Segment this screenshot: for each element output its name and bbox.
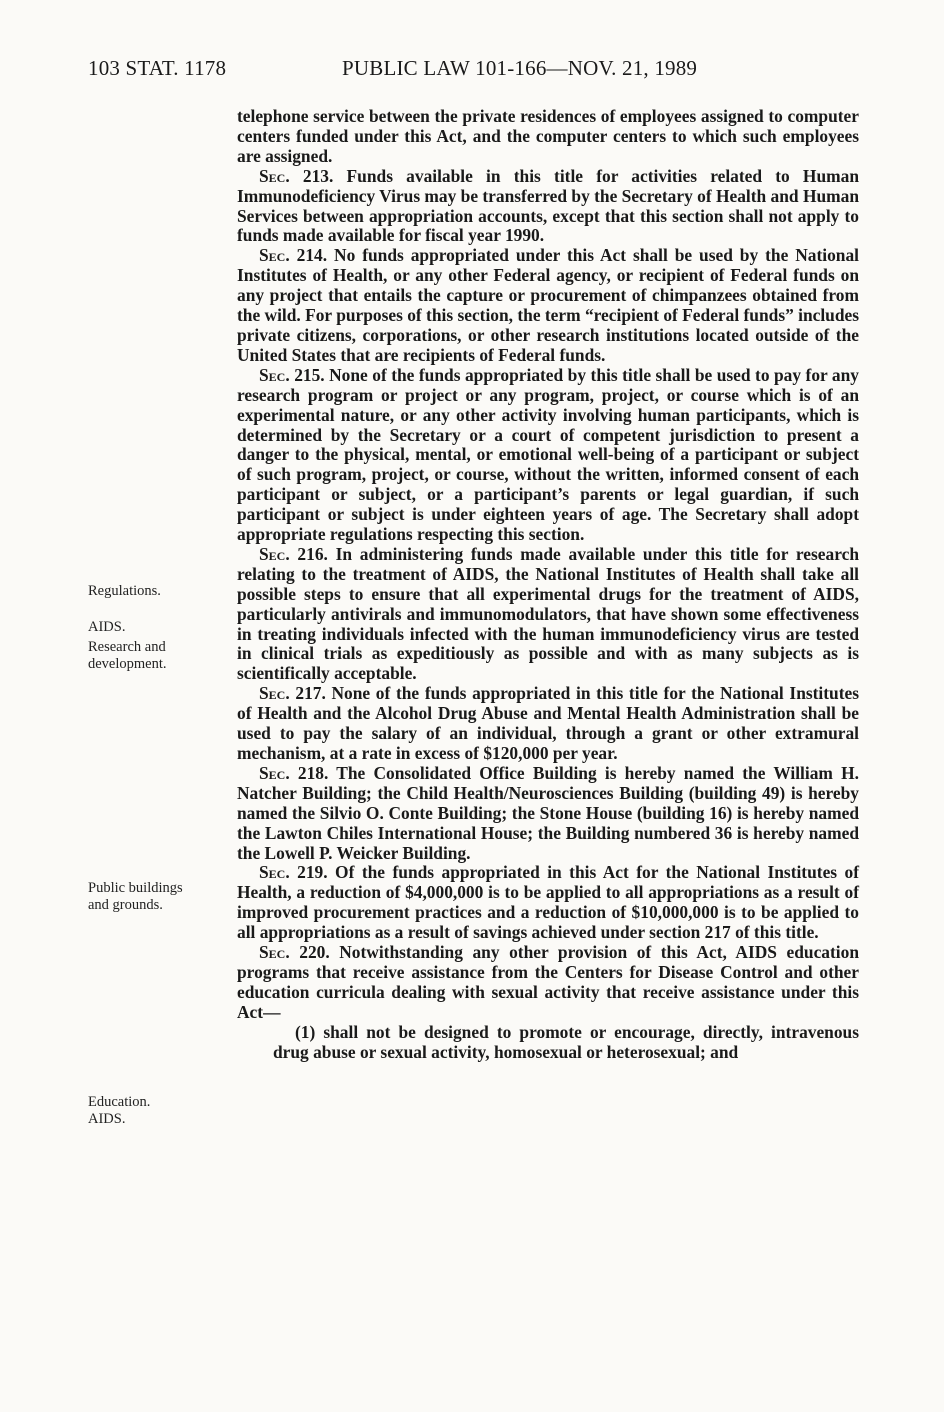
section-215 bbox=[237, 366, 859, 545]
margin-note-line: Research and bbox=[88, 639, 166, 655]
paragraph-text: 217. None of the funds appropriated in this title for the National Institutes of Health and the Alcohol Drug Abuse and Mental Health Administration shall be used to pay the salary of an individual, through a grant or other extramural mechanism, at a rate in excess of $120,000 per year. bbox=[237, 683, 859, 763]
statute-page-number: 103 STAT. 1178 bbox=[88, 56, 227, 80]
margin-note-public-buildings bbox=[88, 880, 218, 914]
section-213 bbox=[237, 167, 859, 247]
section-216 bbox=[237, 545, 859, 684]
paragraph-text: 216. In administering funds made available under this title for research relating to the treatment of AIDS, the National Institutes of Health shall take all possible steps to ensure that all experimental drugs for the treatment of AIDS, particularly antivirals and immunomodulators, that have shown some effectiveness in treating individuals infected with the human immunodeficiency virus are tested in clinical trials as expeditiously as possible and with as many subjects as is scientifically acceptable. bbox=[237, 543, 859, 684]
section-label: Sec. bbox=[259, 762, 290, 783]
margin-note-line: Regulations. bbox=[88, 583, 161, 599]
statute-body bbox=[237, 107, 859, 1063]
margin-note-research bbox=[88, 639, 218, 673]
paragraph-text: 213. Funds available in this title for activities related to Human Immunodeficiency Virus may be transferred by the Secretary of Health and Human Services between appropriation accounts, except that this section shall not apply to funds made available for fiscal year 1990. bbox=[237, 165, 859, 246]
section-218 bbox=[237, 764, 859, 864]
section-label: Sec. bbox=[259, 683, 290, 704]
section-220-clause-1 bbox=[237, 1023, 859, 1063]
margin-note-regulations bbox=[88, 583, 218, 600]
margin-note-line: AIDS. bbox=[88, 1111, 126, 1127]
paragraph-text: (1) shall not be designed to promote or encourage, directly, intravenous drug abuse or sexual activity, homosexual or heterosexual; and bbox=[273, 1021, 859, 1062]
paragraph-continuation bbox=[237, 107, 859, 167]
section-label: Sec. bbox=[259, 543, 290, 564]
section-label: Sec. bbox=[259, 364, 290, 385]
section-219 bbox=[237, 863, 859, 943]
public-law-title: PUBLIC LAW 101-166—NOV. 21, 1989 bbox=[342, 56, 698, 80]
margin-note-education bbox=[88, 1094, 218, 1128]
page-header bbox=[88, 56, 778, 86]
paragraph-text: 215. None of the funds appropriated by this title shall be used to pay for any research program or project or any program, project, or course which is of an experimental nature, or any other activity involving human participants, which is determined by the Secretary or a court of competent jurisdiction to present a danger to the physical, mental, or emotional well-being of a participant or subject of such program, project, or course, without the written, informed consent of each participant or subject, or a participant’s parents or legal guardian, if such participant or subject is under eighteen years of age. The Secretary shall adopt appropriate regulations respecting this section. bbox=[237, 364, 859, 545]
paragraph-text: 219. Of the funds appropriated in this Act for the National Institutes of Health, a reduction of $4,000,000 is to be applied to all appropriations as a result of improved procurement practices and a reduction of $10,000,000 is to be applied to all appropriations as a result of savings achieved under section 217 of this title. bbox=[237, 862, 859, 943]
paragraph-text: 220. Notwithstanding any other provision of this Act, AIDS education programs that receive assistance from the Centers for Disease Control and other education curricula dealing with sexual activity that receive assistance under this Act— bbox=[237, 942, 859, 1022]
paragraph-text: telephone service between the private residences of employees assigned to computer centers funded under this Act, and the computer centers to which such employees are assigned. bbox=[237, 106, 859, 166]
section-label: Sec. bbox=[259, 862, 290, 883]
paragraph-text: 218. The Consolidated Office Building is hereby named the William H. Natcher Building; the Child Health/Neurosciences Building (building 49) is hereby named the Silvio O. Conte Building; the Stone House (building 16) is hereby named the Lawton Chiles International House; the Building numbered 36 is hereby named the Lowell P. Weicker Building. bbox=[237, 762, 859, 863]
section-220 bbox=[237, 943, 859, 1023]
section-214 bbox=[237, 246, 859, 365]
margin-note-line: and grounds. bbox=[88, 897, 163, 913]
margin-note-line: Education. bbox=[88, 1094, 151, 1110]
margin-note-line: AIDS. bbox=[88, 619, 126, 635]
margin-note-line: Public buildings bbox=[88, 880, 183, 896]
section-label: Sec. bbox=[259, 245, 290, 266]
section-label: Sec. bbox=[259, 165, 290, 186]
margin-note-aids bbox=[88, 619, 218, 636]
section-217 bbox=[237, 684, 859, 764]
paragraph-text: 214. No funds appropriated under this Act shall be used by the National Institutes of Health, or any other Federal agency, or recipient of Federal funds on any project that entails the capture or procurement of chimpanzees obtained from the wild. For purposes of this section, the term “recipient of Federal funds” includes private citizens, corporations, or other research institutions located outside of the United States that are recipients of Federal funds. bbox=[237, 245, 860, 365]
margin-note-line: development. bbox=[88, 656, 167, 672]
section-label: Sec. bbox=[259, 942, 290, 963]
